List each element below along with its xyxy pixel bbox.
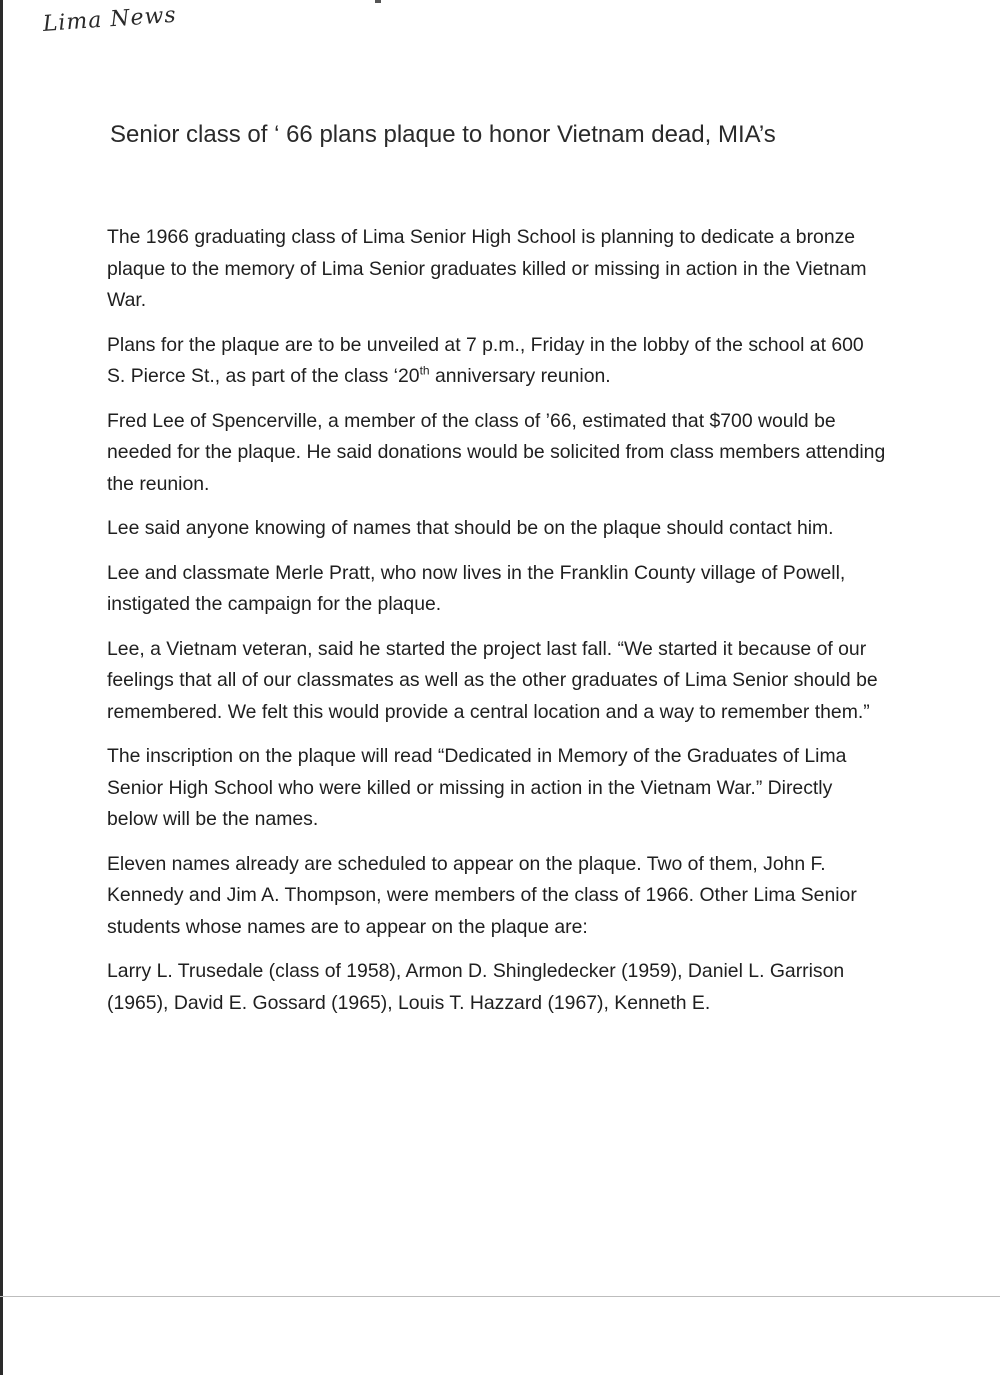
paragraph-contact: Lee said anyone knowing of names that should be on the plaque should contact him. (107, 517, 834, 539)
scan-mark (375, 0, 381, 3)
paragraph-quote: Lee, a Vietnam veteran, said he started the project last fall. “We started it because of our feelings that all of our classmates as well as the other graduates of Lima Senior should be remembered. We felt this would provide a central location and a way to remember them.” (107, 637, 878, 723)
paragraph-inscription: The inscription on the plaque will read “Dedicated in Memory of the Graduates of Lima Senior High School who were killed or missing in action in the Vietnam War.” Directly below will be the names. (107, 745, 847, 830)
paragraph-cost: Fred Lee of Spencerville, a member of the class of ’66, estimated that $700 would be needed for the plaque. He said donations would be solicited from class members attending the reunion. (107, 409, 886, 495)
page-divider (0, 1296, 1000, 1297)
ordinal-suffix: th (419, 363, 430, 378)
article-title: Senior class of ‘ 66 plans plaque to honor Vietnam dead, MIA’s (110, 121, 776, 148)
article-body (107, 222, 887, 1032)
unveiling-text: Plans for the plaque are to be unveiled at 7 p.m., Friday in the lobby of the school at 600 S. Pierce St., as part of the class ‘20 (107, 333, 864, 387)
paragraph-name-list: Larry L. Trusedale (class of 1958), Armon D. Shingledecker (1959), Daniel L. Garrison (1965), David E. Gossard (1965), Louis T. Hazzard (1967), Kenneth E. (107, 960, 845, 1014)
paragraph-intro: The 1966 graduating class of Lima Senior High School is planning to dedicate a bronze plaque to the memory of Lima Senior graduates killed or missing in action in the Vietnam War. (107, 226, 867, 311)
paragraph-unveiling (107, 330, 887, 393)
paragraph-campaign: Lee and classmate Merle Pratt, who now lives in the Franklin County village of Powell, instigated the campaign for the plaque. (107, 561, 846, 615)
scan-edge (0, 0, 3, 1375)
unveiling-text-end: anniversary reunion. (429, 365, 611, 387)
handwritten-source-note: Lima News (42, 2, 178, 37)
paragraph-names: Eleven names already are scheduled to appear on the plaque. Two of them, John F. Kennedy and Jim A. Thompson, were members of the class of 1966. Other Lima Senior students whose names are to appear on the plaque are: (107, 852, 857, 938)
